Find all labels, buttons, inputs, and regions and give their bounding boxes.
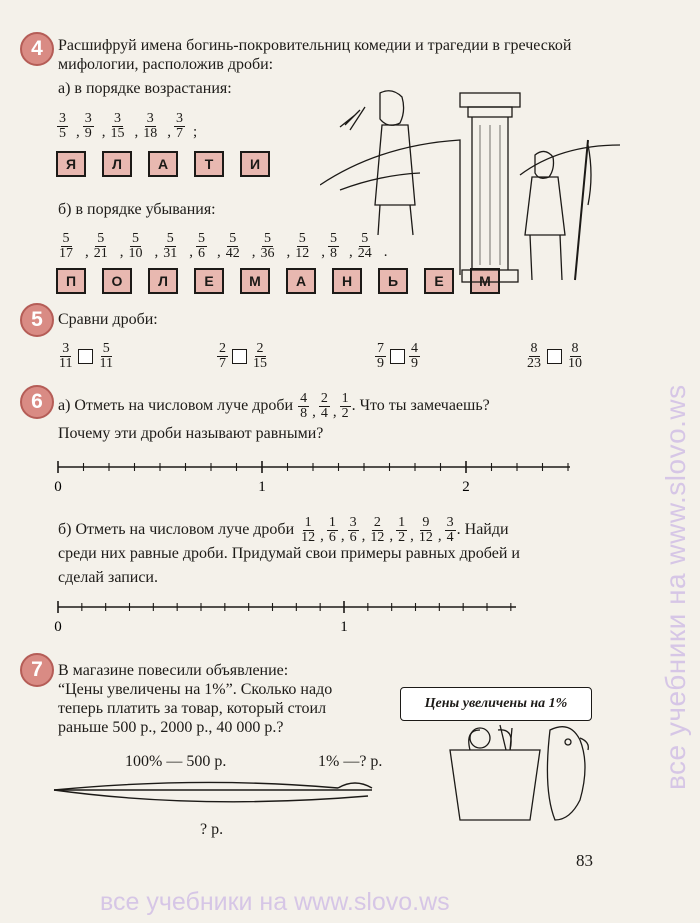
numerator: 3	[446, 515, 454, 530]
fraction	[299, 516, 317, 545]
task6-a-fractions	[297, 391, 352, 421]
fraction	[348, 516, 359, 545]
task6-b-line-3: сделай записи.	[58, 569, 158, 586]
numerator: 7	[377, 341, 384, 356]
fraction	[109, 112, 127, 141]
numerator: 5	[264, 231, 271, 246]
numerator: 3	[349, 515, 357, 530]
numerator: 3	[84, 111, 92, 126]
numerator: 5	[298, 231, 306, 246]
task6-a-text-2: . Что ты замечаешь?	[351, 397, 490, 415]
denominator: 15	[253, 356, 267, 371]
numerator: 3	[114, 111, 121, 126]
denominator: 5	[59, 126, 66, 141]
task5-pair-4	[524, 342, 585, 371]
denominator: 12	[418, 530, 433, 545]
separator: ,	[389, 528, 394, 545]
numerator: 5	[97, 231, 105, 246]
diagram-label-100: 100% — 500 р.	[125, 753, 227, 770]
numerator: 2	[373, 515, 381, 530]
letter-box: П	[56, 268, 86, 294]
separator: ,	[332, 404, 337, 421]
separator: ,	[85, 243, 89, 260]
separator: .	[383, 243, 388, 260]
denominator: 8	[300, 406, 308, 421]
denominator: 8	[330, 246, 337, 261]
task4-b-label: б) в порядке убывания:	[58, 201, 216, 218]
watermark-vertical: все учебники на www.slovo.ws	[660, 384, 691, 790]
fraction	[57, 232, 75, 261]
denominator: 24	[357, 246, 372, 261]
denominator: 42	[225, 246, 240, 261]
letter-box: Л	[102, 151, 132, 177]
compare-box[interactable]	[547, 349, 562, 364]
fraction	[196, 232, 207, 261]
compare-box[interactable]	[390, 349, 405, 364]
ray-label: 1	[340, 619, 348, 635]
task7-line-2: “Цены увеличены на 1%”. Сколько надо	[58, 681, 333, 698]
numerator: 2	[256, 341, 264, 356]
separator: ,	[312, 404, 316, 421]
separator: ,	[340, 528, 345, 545]
task6-b-line-1	[58, 516, 509, 546]
denominator: 11	[99, 356, 113, 371]
numerator: 5	[229, 231, 237, 246]
separator: ,	[361, 528, 366, 545]
letter-box: Т	[194, 151, 224, 177]
ray-label: 2	[462, 479, 470, 495]
separator: ,	[286, 243, 291, 260]
task6-a-line-2: Почему эти дроби называют равными?	[58, 425, 324, 442]
compare-box[interactable]	[78, 349, 93, 364]
denominator: 9	[377, 356, 384, 371]
denominator: 31	[163, 246, 178, 261]
page-number: 83	[576, 851, 593, 870]
fraction	[224, 232, 242, 261]
task7-line-4: раньше 500 р., 2000 р., 40 000 р.?	[58, 719, 284, 736]
numerator: 2	[320, 391, 328, 406]
denominator: 6	[198, 246, 205, 261]
task7-line-1: В магазине повесили объявление:	[58, 662, 289, 679]
fraction	[141, 112, 159, 141]
numerator: 9	[422, 515, 430, 530]
denominator: 12	[301, 530, 316, 545]
separator: ,	[154, 243, 159, 260]
compare-box[interactable]	[232, 349, 247, 364]
letter-box: Е	[194, 268, 224, 294]
denominator: 12	[295, 246, 310, 261]
numerator: 5	[166, 231, 174, 246]
denominator: 6	[328, 530, 336, 545]
task5-text: Сравни дроби:	[58, 311, 158, 328]
numerator: 1	[398, 515, 406, 530]
fraction	[174, 112, 185, 141]
denominator: 9	[411, 356, 418, 371]
letter-box: Н	[332, 268, 362, 294]
watermark-bottom: все учебники на www.slovo.ws	[100, 888, 450, 916]
denominator: 15	[110, 126, 125, 141]
separator: ,	[410, 528, 414, 545]
task4-a-letter-boxes	[56, 151, 286, 177]
denominator: 12	[370, 530, 385, 545]
task4-a-label: а) в порядке возрастания:	[58, 80, 232, 97]
task6-a-text-1: а) Отметь на числовом луче дроби	[58, 397, 294, 415]
numerator: 1	[328, 515, 336, 530]
separator: ,	[76, 123, 80, 140]
diagram-label-total: ? р.	[200, 821, 224, 838]
numerator: 4	[300, 391, 308, 406]
fraction	[259, 232, 277, 261]
separator: ,	[251, 243, 256, 260]
fraction	[127, 232, 145, 261]
task5-pair-1	[56, 342, 116, 371]
task7-line-3: теперь платить за товар, который стоил	[58, 700, 327, 717]
number-ray-2[interactable]	[50, 595, 530, 635]
letter-box: И	[240, 151, 270, 177]
denominator: 4	[446, 530, 454, 545]
fraction	[327, 516, 338, 545]
task4-text: Расшифруй имена богинь-покровительниц комедии и трагедии в греческой мифологии, расположив дроби:	[58, 37, 572, 73]
task5-pair-2	[216, 342, 270, 371]
greek-goddesses-illustration	[320, 85, 620, 295]
segment-diagram	[50, 772, 390, 812]
denominator: 6	[349, 530, 357, 545]
shopping-bag-parrot-illustration	[440, 720, 600, 830]
fraction	[57, 112, 68, 141]
number-ray-1[interactable]	[50, 455, 580, 495]
task-number-badge: 5	[20, 303, 54, 337]
fraction	[417, 516, 435, 545]
fraction	[445, 516, 456, 545]
letter-box: М	[470, 268, 500, 294]
separator: ,	[217, 243, 221, 260]
price-sign: Цены увеличены на 1%	[400, 687, 592, 721]
denominator: 11	[59, 356, 73, 371]
denominator: 10	[568, 356, 582, 371]
letter-box: Л	[148, 268, 178, 294]
letter-box: А	[148, 151, 178, 177]
letter-box: М	[240, 268, 270, 294]
task6-b-fractions	[298, 515, 457, 545]
numerator: 8	[571, 341, 579, 356]
letter-box: Ь	[378, 268, 408, 294]
numerator: 1	[341, 391, 349, 406]
numerator: 5	[198, 231, 205, 246]
separator: ,	[320, 528, 324, 545]
fraction	[368, 516, 386, 545]
denominator: 17	[59, 246, 73, 261]
task-number-badge: 7	[20, 653, 54, 687]
numerator: 3	[59, 111, 66, 126]
separator: ,	[437, 528, 442, 545]
denominator: 10	[128, 246, 143, 261]
fraction	[161, 232, 179, 261]
numerator: 2	[219, 341, 226, 356]
task6-b-text-1: б) Отметь на числовом луче дроби	[58, 521, 295, 539]
ray-label: 1	[258, 479, 266, 495]
denominator: 2	[398, 530, 406, 545]
denominator: 4	[320, 406, 328, 421]
fraction	[396, 516, 407, 545]
separator: ,	[119, 243, 124, 260]
numerator: 5	[330, 231, 337, 246]
task4-a-fractions	[56, 112, 199, 141]
task6-a-line-1	[58, 392, 490, 422]
fraction	[298, 392, 309, 421]
ray-label: 0	[54, 619, 62, 635]
diagram-label-1: 1% —? р.	[318, 753, 383, 770]
numerator: 3	[146, 111, 154, 126]
letter-box: О	[102, 268, 132, 294]
separator: ,	[349, 243, 353, 260]
denominator: 7	[176, 126, 183, 141]
separator: ,	[189, 243, 193, 260]
numerator: 5	[62, 231, 70, 246]
denominator: 2	[341, 406, 349, 421]
letter-box: Я	[56, 151, 86, 177]
numerator: 5	[132, 231, 139, 246]
separator: ,	[167, 123, 171, 140]
ray-label: 0	[54, 479, 62, 495]
numerator: 8	[530, 341, 538, 356]
denominator: 23	[527, 356, 541, 371]
fraction	[83, 112, 94, 141]
separator: ,	[321, 243, 325, 260]
task-number-badge: 6	[20, 385, 54, 419]
numerator: 1	[304, 515, 312, 530]
denominator: 9	[84, 126, 92, 141]
fraction	[293, 232, 311, 261]
separator: ,	[101, 123, 106, 140]
numerator: 5	[102, 341, 110, 356]
task-number-badge: 4	[20, 32, 54, 66]
numerator: 4	[411, 341, 418, 356]
letter-box: Е	[424, 268, 454, 294]
numerator: 5	[361, 231, 369, 246]
denominator: 36	[260, 246, 275, 261]
denominator: 21	[93, 246, 108, 261]
fraction	[340, 392, 351, 421]
fraction	[319, 392, 330, 421]
numerator: 3	[176, 111, 183, 126]
separator: ,	[134, 123, 139, 140]
fraction	[92, 232, 110, 261]
task6-b-line-2: среди них равные дроби. Придумай свои примеры равных дробей и	[58, 545, 520, 562]
letter-box: А	[286, 268, 316, 294]
numerator: 3	[62, 341, 70, 356]
task5-pair-3	[374, 342, 421, 371]
denominator: 7	[219, 356, 226, 371]
denominator: 18	[143, 126, 158, 141]
separator: ;	[193, 123, 198, 140]
task6-b-text-2: . Найди	[456, 521, 509, 539]
